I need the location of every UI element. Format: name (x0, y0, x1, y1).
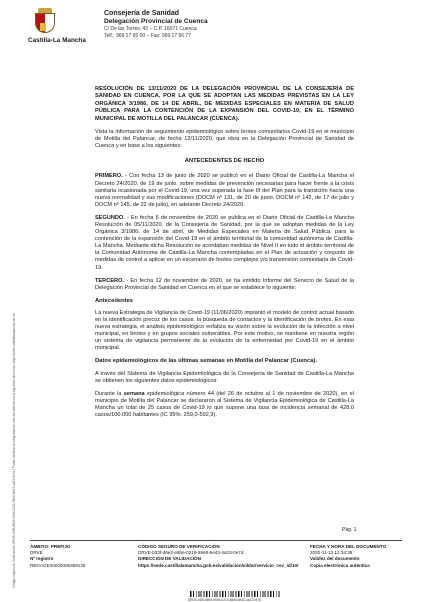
registro-label: Nº registro (30, 556, 54, 562)
ambito-value: DRVE (30, 550, 43, 556)
validez-label: Validez del documento (310, 556, 360, 562)
coat-of-arms-icon (34, 8, 56, 34)
primero-paragraph (95, 173, 354, 208)
logo-name: Castilla-La Mancha (28, 37, 86, 44)
phone-fax: Telf.: 969 17 65 00 – Fax: 969 17 66 77 (104, 33, 192, 39)
fecha-value: 2020-11-13 12:34:39 (310, 550, 353, 556)
footer-right (310, 544, 402, 569)
segundo-paragraph (95, 215, 354, 272)
fecha-label: FECHA Y HORA DEL DOCUMENTO (310, 544, 387, 549)
validez-value: Copia electrónica auténtica (310, 562, 370, 568)
castilla-la-mancha-logo (28, 8, 86, 44)
datos-subheading: Datos epidemiológicos de las últimas semanas en Motilla del Palancar (Cuenca). (95, 358, 317, 365)
csv-value: DRVE-b33f-d6e2-e5be-0219-58e8-6e43-4a23-0e7d (138, 550, 244, 556)
direccion-label: DIRECCIÓN DE VALIDACIÓN (138, 556, 201, 562)
barcode-icon (190, 591, 280, 597)
antecedentes-subheading: Antecedentes (95, 297, 134, 304)
tercero-label: TERCERO. (95, 277, 124, 284)
side-verification-text (4, 100, 14, 590)
verification-footer (30, 540, 402, 602)
side-verification-label: Código seguro de Verificación: DRVE-b33f-d6e2-e5be-0219-58e8-6e43-4a23-0e7d | Puede verificar la integridad de este documento en la siguiente dirección: https://sede.castillalamancha.es/csv (12, 312, 16, 588)
datos-p2-bold: semana (123, 390, 145, 397)
datos-paragraph-1: A través del Sistema de Vigilancia Epidemiológica de la Consejería de Sanidad de Castilla-La Mancha se obtienen los siguientes datos epidemiológicos: (95, 370, 354, 384)
resolution-title: RESOLUCIÓN DE 13/11/2020 DE LA DELEGACIÓN PROVINCIAL DE LA CONSEJERÍA DE SANIDAD EN CUENCA, POR LA QUE SE ADOPTAN LAS MEDIDAS PREVISTAS EN LA LEY ORGÁNICA 3/1986, DE 14 DE ABRIL, DE MEDIDAS ESPECIALES EN MATERIA DE SALUD PÚBLICA PARA LA CONTENCIÓN DE LA EXPANSIÓN DEL COVID-19, EN EL TÉRMINO MUNICIPAL DE MOTILLA DEL PALANCAR (CUENCA). (95, 86, 354, 122)
datos-p2-start: Durante la (95, 390, 124, 397)
primero-label: PRIMERO. (95, 173, 123, 180)
intro-paragraph: Vista la información de seguimiento epidemiológico sobre brotes comunitarios Covid-19 en el municipio de Motilla del Palancar, de fecha 12/11/2020, que obra en la Delegación Provincial de Sanidad de Cuenca y en base a los siguientes: (95, 129, 354, 150)
antecedentes-paragraph: La nueva Estrategia de Vigilancia de Covid-19 (11/06/2020) implantó el modelo de control actual basado en la identificación precoz de los casos, la búsqueda de contactos y la identificación de brotes. En esta nueva estrategia, el análisis epidemiológico enfatiza su visión sobre la evolución de la infección a nivel municipal, en brotes y en grupos sociales vulnerables. Por este motivo, se mantiene en nuestra región un sistema de vigilancia permanente de la evolución de la enfermedad por Covid-19 en el ámbito municipal. (95, 309, 354, 352)
address: C/ De las Torres, 43 – C.P. 16071 Cuenca (104, 26, 197, 32)
segundo-text: - En fecha 6 de noviembre de 2020 se publica en el Diario Oficial de Castilla-La Mancha Resolución de 05/11/2020, de la Consejería de Sanidad, por la que se adoptan medidas de la Ley Orgánica 3/1986, de 14 de abril, de Medidas Especiales en Materia de Salud Pública, para la contención de la expansión del Covid-19 en el ámbito territorial de la comunidad autónoma de Castilla-La Mancha. Mediante dicha Resolución se acordaban medidas de Nivel II en todo el ámbito territorial de la Comunidad Autónoma de Castilla-La Mancha contempladas en el Plan de actuación y conjunto de medidas de control a aplicar en un escenario de brotes complejos y/o transmisión comunitaria de Covid-19. (95, 214, 354, 271)
footer-left (30, 544, 130, 569)
document-body (95, 86, 354, 425)
datos-p2-end: epidemiológica número 44 (del 26 de octubre al 1 de noviembre de 2020), en el municipio de Motilla del Palancar se declararon al Sistema de Vigilancia Epidemiológica de Castilla-La Mancha un total de 25 casos de Covid-19 lo que supone una tasa de incidencia semanal de 428,0 casos/100.000 habitantes (IC 95%: 259,0-592,9). (95, 390, 354, 419)
primero-text: - Con fecha 13 de junio de 2020 se publicó en el Diario Oficial de Castilla-La Mancha el Decreto 24/2020, de 19 de junio, sobre medidas de prevención necesarias para hacer frente a la crisis sanitaria ocasionada por el Covid-19, una vez superada la fase III del Plan para la transición hacia una nueva normalidad y sus modificaciones (DOCM nº 131, de 20 de junio, DOCM nº 142, de 17 de julio y DOCM nº 145, de 22 de julio), en adelante Decreto 24/2020. (95, 173, 354, 208)
letterhead (104, 10, 304, 40)
antecedentes-heading: ANTECEDENTES DE HECHO (184, 158, 265, 165)
direccion-value[interactable]: https://sede.castillalamancha.gob.es/validacion/sildar/servicio_csv_id/10/ (138, 562, 299, 568)
tercero-paragraph (95, 278, 354, 292)
csv-label: CÓDIGO SEGURO DE VERIFICACIÓN (138, 544, 220, 549)
delegation-name: Delegación Provincial de Cuenca (104, 18, 208, 25)
segundo-label: SEGUNDO. (95, 214, 125, 221)
department-name: Consejería de Sanidad (104, 10, 180, 17)
page-number: Pág. 1 (342, 527, 357, 533)
registro-value: REGAGE20e00005389128 (30, 562, 86, 568)
barcode-text: DRVE-b33f-d6e2-e5be-0219-58e8-6e43-4a23-0e7d (188, 598, 262, 602)
ambito-label: ÁMBITO- PREFIJO (30, 544, 71, 549)
datos-paragraph-2 (95, 391, 354, 419)
footer-center (138, 544, 308, 568)
tercero-text: - En fecha 12 de noviembre de 2020, se ha emitido Informe del Servicio de Salud de la Delegación Provincial de Sanidad en Cuenca en el que se establece lo siguiente: (95, 277, 354, 291)
